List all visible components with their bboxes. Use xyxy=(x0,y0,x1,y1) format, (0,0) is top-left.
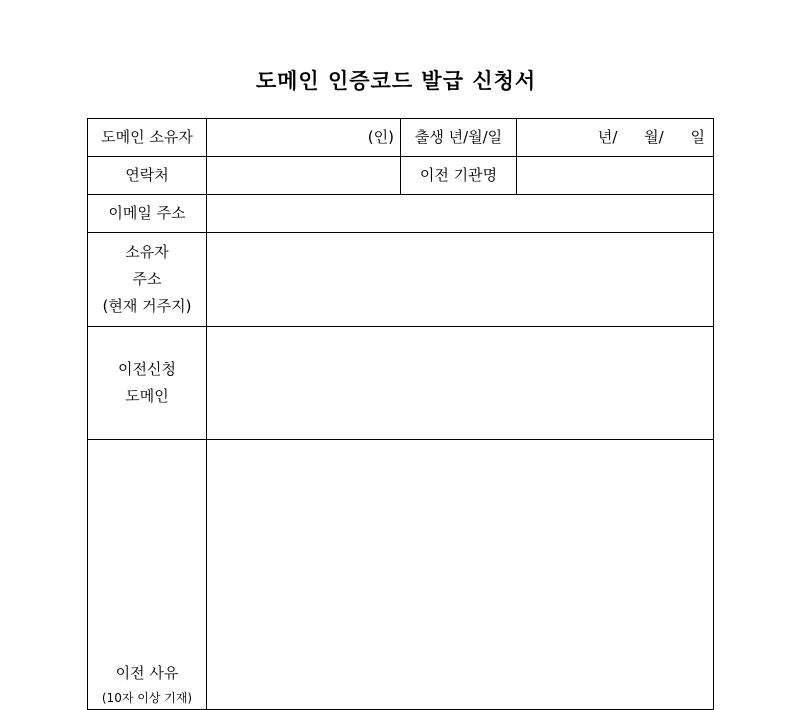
domain-label-line1: 이전신청 xyxy=(118,360,176,378)
contact-field[interactable] xyxy=(207,157,401,195)
owner-label: 도메인 소유자 xyxy=(88,119,207,157)
prev-org-label: 이전 기관명 xyxy=(401,157,517,195)
application-form-table xyxy=(87,118,714,710)
row-contact xyxy=(88,157,714,195)
reason-label-text: 이전 사유 xyxy=(115,664,179,682)
address-label xyxy=(88,233,207,327)
row-reason xyxy=(88,440,714,710)
row-address xyxy=(88,233,714,327)
address-field[interactable] xyxy=(207,233,714,327)
row-email xyxy=(88,195,714,233)
email-field[interactable] xyxy=(207,195,714,233)
contact-label: 연락처 xyxy=(88,157,207,195)
birth-date-field[interactable] xyxy=(517,119,714,157)
email-label: 이메일 주소 xyxy=(88,195,207,233)
domain-field[interactable] xyxy=(207,327,714,440)
date-month-label: 월/ xyxy=(644,128,664,146)
reason-note: (10자 이상 기재) xyxy=(101,691,193,705)
prev-org-field[interactable] xyxy=(517,157,714,195)
form-title: 도메인 인증코드 발급 신청서 xyxy=(255,69,537,93)
date-day-label: 일 xyxy=(690,128,705,146)
reason-label xyxy=(88,440,207,710)
birth-label: 출생 년/월/일 xyxy=(401,119,517,157)
row-owner xyxy=(88,119,714,157)
domain-label xyxy=(88,327,207,440)
address-label-line1: 소유자 xyxy=(125,243,169,261)
owner-name-field[interactable] xyxy=(207,119,401,157)
address-label-line2: 주소 xyxy=(132,270,162,288)
seal-mark: (인) xyxy=(367,128,394,146)
reason-field[interactable] xyxy=(207,440,714,710)
address-label-line3: (현재 거주지) xyxy=(102,297,192,315)
row-domain xyxy=(88,327,714,440)
domain-label-line2: 도메인 xyxy=(125,387,169,405)
date-year-label: 년/ xyxy=(597,128,618,146)
